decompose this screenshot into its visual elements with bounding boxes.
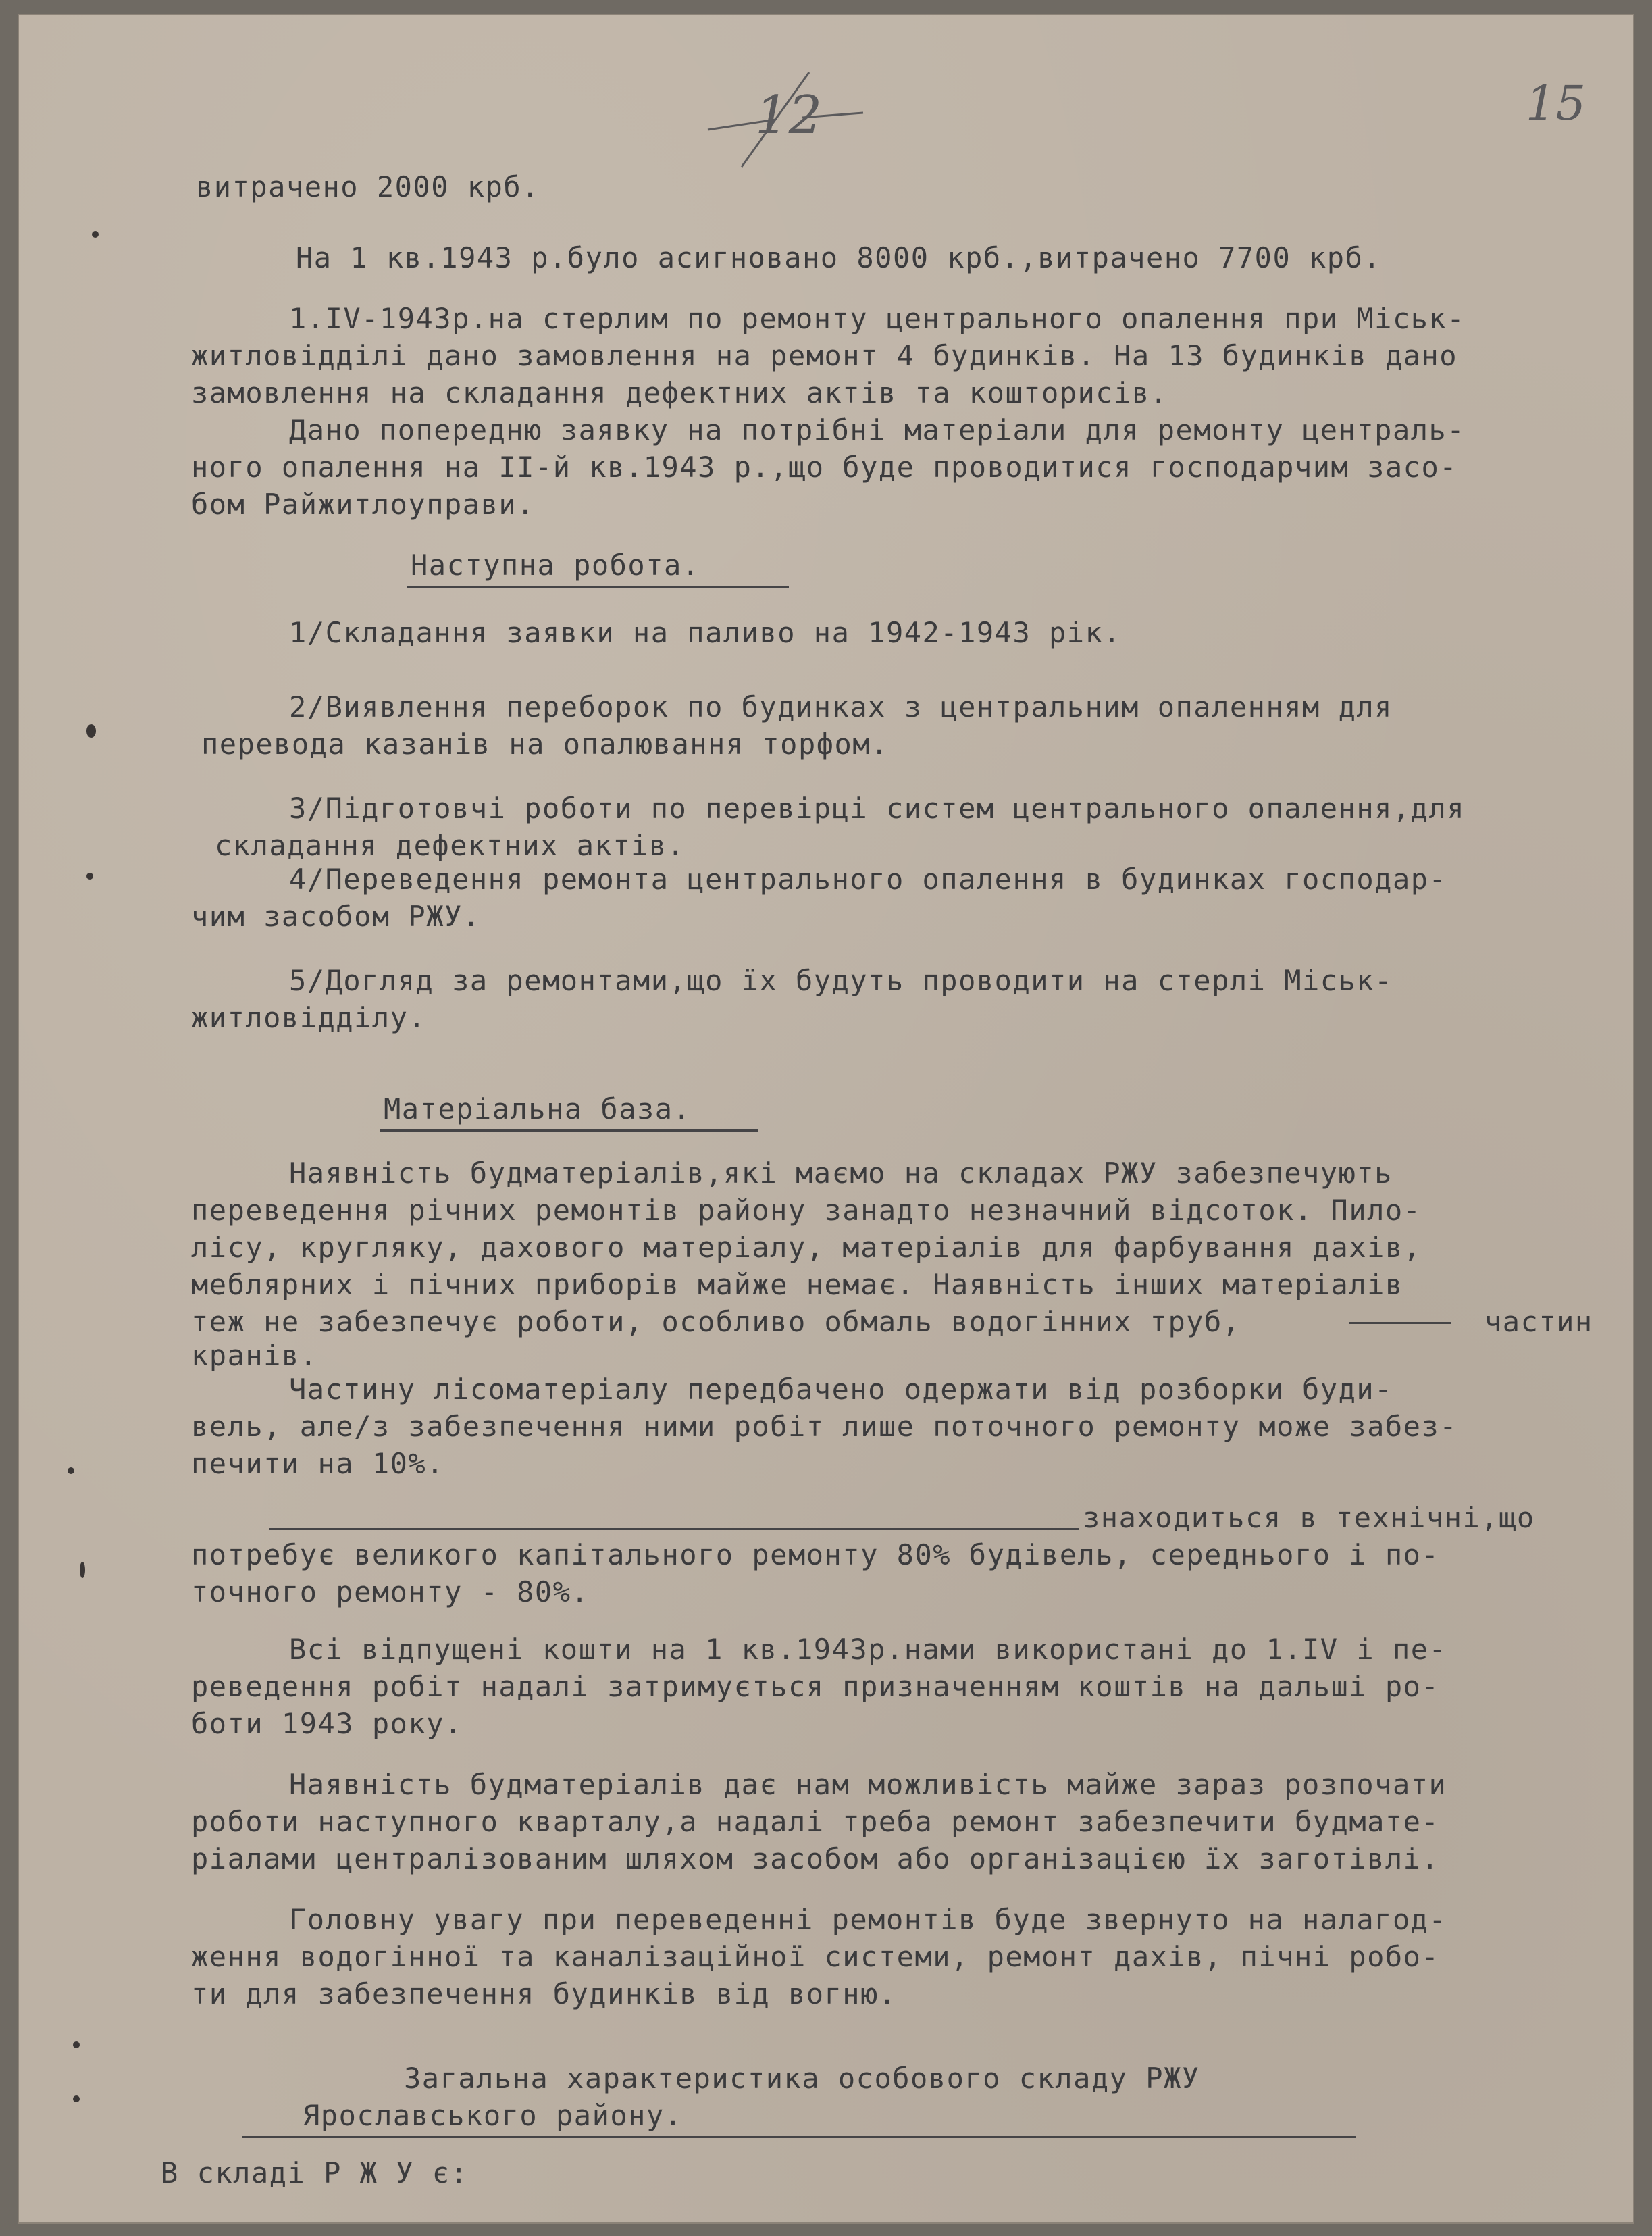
section-heading-next-work: Наступна робота. [411,549,700,582]
text-line: витрачено 2000 крб. [196,170,540,203]
heading-underline [242,2136,1356,2138]
text-line: 1/Складання заявки на паливо на 1942-1943 рік. [289,616,1122,649]
section-heading-staff: Загальна характеристика особового складу РЖУ [404,2062,1200,2095]
punch-mark [80,1562,85,1578]
punch-mark [92,231,99,238]
text-line: точного ремонту - 80%. [191,1575,590,1608]
text-line: замовлення на складання дефектних актів та кошторисів. [191,376,1168,409]
text-line: лісу, кругляку, дахового матеріалу, матеріалів для фарбування дахів, [191,1231,1422,1264]
punch-mark [86,724,96,738]
document-page [19,15,1633,2222]
text-line: реведення робіт надалі затримується призначенням коштів на дальші ро- [191,1670,1440,1703]
text-line: боти 1943 року. [191,1707,463,1740]
text-line: кранів. [191,1339,318,1372]
text-line: 2/Виявлення переборок по будинках з центральним опаленням для [289,690,1393,723]
text-line: ріалами централізованим шляхом засобом або організацією їх заготівлі. [191,1842,1440,1875]
punch-mark [68,1467,74,1474]
text-line: 1.ІV-1943р.на стерлим по ремонту центрального опалення при Міськ- [289,302,1466,335]
text-line: житловідділі дано замовлення на ремонт 4 будинків. На 13 будинків дано [191,339,1458,372]
punch-mark [73,2041,80,2048]
section-heading-staff-district: Ярославського району. [303,2099,683,2132]
heading-underline [380,1129,758,1132]
text-line: складання дефектних актів. [215,829,686,862]
punch-mark [86,873,93,880]
text-line: меблярних і пічних приборів майже немає. Наявність інших матеріалів [191,1268,1403,1301]
text-line: переведення річних ремонтів району занадто незначний відсоток. Пило- [191,1194,1422,1227]
text-line: ного опалення на II-й кв.1943 р.,що буде проводитися господарчим засо- [191,451,1458,484]
text-line: бом Райжитлоуправи. [191,488,535,521]
text-line: вель, але/з забезпечення ними робіт лише поточного ремонту може забез- [191,1410,1458,1443]
text-line: перевода казанів на опалювання торфом. [201,728,889,761]
text-line: В складі Р Ж У є: [161,2156,469,2189]
text-line: чим засобом РЖУ. [191,900,481,933]
text-line: На 1 кв.1943 р.було асигновано 8000 крб.,витрачено 7700 крб. [296,241,1382,274]
text-line: потребує великого капітального ремонту 80% будівель, середнього і по- [191,1538,1440,1571]
text-line: Всі відпущені кошти на 1 кв.1943р.нами використані до 1.ІV і пе- [289,1633,1447,1666]
blank-fill-line [1349,1322,1451,1324]
text-line: Частину лісоматеріалу передбачено одержати від розборки буди- [289,1373,1393,1406]
archive-mark-text: 12 [755,85,823,146]
text-line: Головну увагу при переведенні ремонтів буде звернуто на налагод- [289,1903,1447,1936]
text-line: знаходиться в технічні,що [1083,1501,1535,1534]
text-line: 5/Догляд за ремонтами,що їх будуть проводити на стерлі Міськ- [289,964,1393,997]
text-line: печити на 10%. [191,1447,445,1480]
text-line: ти для забезпечення будинків від вогню. [191,1977,897,2010]
text-line: житловідділу. [191,1001,427,1034]
heading-underline [407,586,789,588]
text-line: роботи наступного кварталу,а надалі треба ремонт забезпечити будмате- [191,1805,1440,1838]
text-line: ження водогінної та каналізаційної системи, ремонт дахів, пічні робо- [191,1940,1440,1973]
text-line: Дано попередню заявку на потрібні матеріали для ремонту централь- [289,413,1466,447]
text-line: 3/Підготовчі роботи по перевірці систем центрального опалення,для [289,792,1466,825]
archive-mark-stamp [694,55,883,177]
text-line: частин [1485,1305,1593,1338]
text-line: Наявність будматеріалів,які маємо на складах РЖУ забезпечують [289,1157,1393,1190]
punch-mark [73,2095,80,2102]
folio-number: 15 [1525,76,1586,131]
text-line: теж не забезпечує роботи, особливо обмаль водогінних труб, [191,1305,1241,1338]
text-line: 4/Переведення ремонта центрального опалення в будинках господар- [289,863,1447,896]
text-line: Наявність будматеріалів дає нам можливість майже зараз розпочати [289,1768,1447,1801]
section-heading-material-base: Матеріальна база. [384,1092,692,1125]
blank-fill-line [269,1528,1079,1530]
